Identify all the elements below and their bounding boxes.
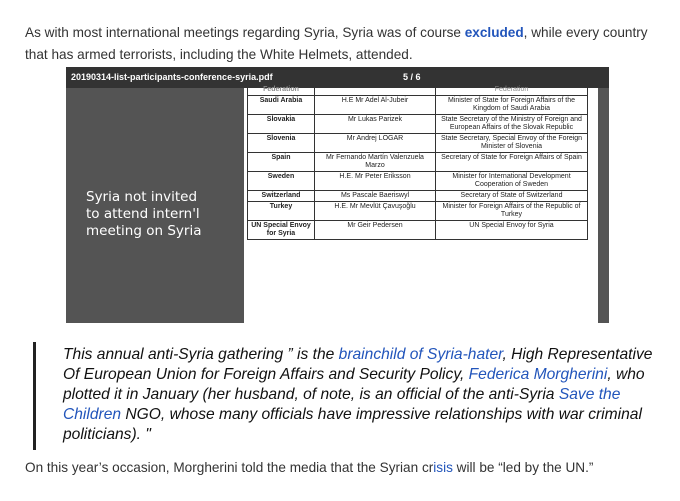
title-cell: State Secretary of the Ministry of Foreign and European Affairs of the Slovak Republic <box>436 115 588 134</box>
representative-cell: Mr Andrej LOGAR <box>315 134 436 153</box>
country-cell: Slovakia <box>248 115 315 134</box>
title-cell: UN Special Envoy for Syria <box>436 221 588 240</box>
excluded-link[interactable]: excluded <box>464 24 524 40</box>
intro-paragraph <box>25 22 670 66</box>
representative-cell: H.E. Mr Peter Eriksson <box>315 172 436 191</box>
pdf-left-panel <box>66 88 244 323</box>
representative-cell: Mr Fernando Martín Valenzuela Marzo <box>315 153 436 172</box>
country-cell: Spain <box>248 153 315 172</box>
representative-cell: Ms Pascale Baeriswyl <box>315 191 436 202</box>
country-cell: UN Special Envoy for Syria <box>248 221 315 240</box>
country-cell: Slovenia <box>248 134 315 153</box>
title-cell: Minister of State for Foreign Affairs of the Kingdom of Saudi Arabia <box>436 96 588 115</box>
pdf-filename: 20190314-list-participants-conference-syria.pdf <box>71 72 273 82</box>
table-row <box>248 172 588 191</box>
table-row <box>248 134 588 153</box>
table-row <box>248 191 588 202</box>
closing-text-before: On this year’s occasion, Morgherini told the media that the Syrian cr <box>25 459 434 475</box>
table-row <box>248 96 588 115</box>
title-cell: Minister for Foreign Affairs of the Republic of Turkey <box>436 202 588 221</box>
table-header-row <box>248 85 588 96</box>
representative-cell: H.E. Mr Mevlüt Çavuşoğlu <box>315 202 436 221</box>
pdf-caption: Syria not invited to attend intern'l meeting on Syria <box>86 189 202 239</box>
blockquote <box>63 345 653 445</box>
pdf-viewer-image <box>66 67 609 323</box>
title-cell: Minister for International Development Cooperation of Sweden <box>436 172 588 191</box>
quote-text-2: , High Representative Of European Union for Foreign Affairs and Security Policy, <box>63 346 653 383</box>
intro-text-before: As with most international meetings regarding Syria, Syria was of course <box>25 24 465 40</box>
representative-cell: Mr Geir Pedersen <box>315 221 436 240</box>
crisis-link[interactable]: isis <box>433 459 453 475</box>
quote-text-1: This annual anti-Syria gathering ” is the <box>63 346 339 363</box>
table-row <box>248 221 588 240</box>
title-cell: Federation <box>436 85 588 96</box>
representative-cell: H.E Mr Adel Al-Jubeir <box>315 96 436 115</box>
representative-cell <box>315 85 436 96</box>
closing-paragraph <box>25 457 670 479</box>
save-the-children-link[interactable]: Save the Children <box>63 386 621 423</box>
pdf-right-margin <box>598 88 609 323</box>
title-cell: State Secretary, Special Envoy of the Foreign Minister of Slovenia <box>436 134 588 153</box>
brainchild-link[interactable]: brainchild of Syria-hater <box>338 346 503 363</box>
pdf-page <box>244 88 598 323</box>
blockquote-bar <box>33 342 36 450</box>
country-cell: Sweden <box>248 172 315 191</box>
table-row <box>248 153 588 172</box>
pdf-page-indicator: 5 / 6 <box>403 72 421 82</box>
title-cell: Secretary of State for Foreign Affairs of Spain <box>436 153 588 172</box>
intro-text-after: , while every country that has armed terrorists, including the White Helmets, attended. <box>25 24 648 62</box>
country-cell: Federation <box>248 85 315 96</box>
morgherini-link[interactable]: Federica Morgherini <box>468 366 608 383</box>
country-cell: Saudi Arabia <box>248 96 315 115</box>
country-cell: Turkey <box>248 202 315 221</box>
table-row <box>248 202 588 221</box>
quote-text-4: NGO, whose many officials have impressive relationships with war criminal politicians). " <box>63 406 642 443</box>
representative-cell: Mr Lukas Parizek <box>315 115 436 134</box>
title-cell: Secretary of State of Switzerland <box>436 191 588 202</box>
participants-table <box>247 84 588 240</box>
table-row <box>248 115 588 134</box>
quote-text-3: , who plotted it in January (her husband, of note, is an official of the anti-Syria <box>63 366 645 403</box>
closing-text-after: will be “led by the UN.” <box>452 459 594 475</box>
country-cell: Switzerland <box>248 191 315 202</box>
